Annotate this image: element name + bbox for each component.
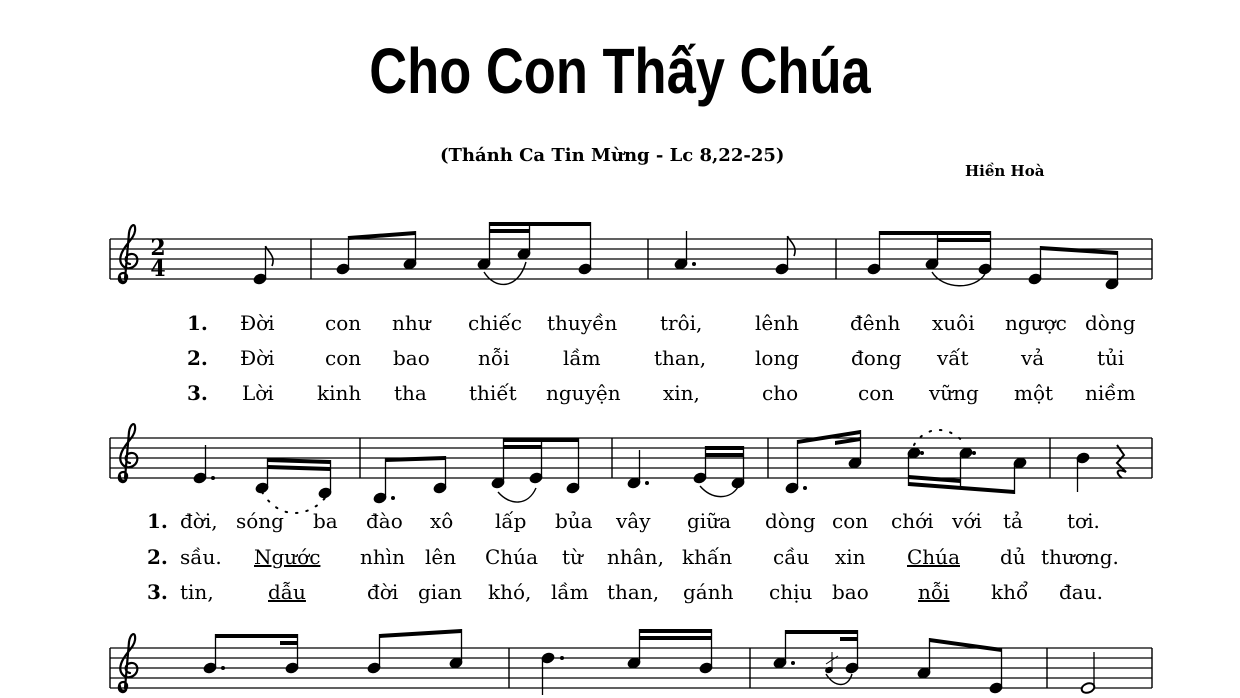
- verse-1-number: 1.: [187, 311, 208, 335]
- lyric-word: đênh: [850, 311, 901, 335]
- lyric-word: Chúa: [485, 545, 538, 569]
- staff-lines: [110, 648, 1152, 688]
- lyric-word: lầm: [563, 346, 601, 370]
- lyric-word: chiếc: [468, 311, 522, 335]
- notes-system-3: [203, 629, 1096, 695]
- notes-system-2: [193, 430, 1126, 513]
- lyric-word: thiết: [469, 381, 517, 405]
- lyric-word: bao: [832, 580, 869, 604]
- lyric-word: gian: [418, 580, 463, 604]
- lyric-word: bủa: [555, 509, 593, 533]
- staff-lines: [110, 438, 1152, 478]
- lyric-word: tủi: [1097, 346, 1125, 370]
- lyric-word: tin,: [180, 580, 214, 604]
- lyric-word: đời,: [180, 509, 218, 533]
- lyric-word: niềm: [1085, 381, 1136, 405]
- lyric-word: con: [325, 311, 362, 335]
- lyric-word: dòng: [765, 509, 816, 533]
- lyric-word: ngược: [1005, 311, 1067, 335]
- lyric-word: Đời: [240, 346, 275, 370]
- lyric-word: dòng: [1085, 311, 1136, 335]
- lyric-word: xin: [835, 545, 866, 569]
- staff-system-1: [110, 222, 1152, 290]
- composer-name: Hiền Hoà: [965, 162, 1045, 180]
- time-signature-bottom: 4: [150, 256, 166, 282]
- treble-clef-icon: [119, 424, 137, 482]
- staff-system-3: [110, 629, 1152, 695]
- lyric-word: vả: [1021, 346, 1045, 370]
- staff-lines: [110, 239, 1152, 279]
- lyric-word: nguyện: [546, 381, 621, 405]
- verse-2-number: 2.: [147, 545, 168, 569]
- lyric-word: dẫu: [268, 580, 306, 604]
- lyric-word: Đời: [240, 311, 275, 335]
- lyric-word: chịu: [769, 580, 813, 604]
- lyric-word: chới: [891, 509, 934, 533]
- lyric-word: nỗi: [918, 580, 950, 604]
- lyric-word: với: [952, 509, 982, 533]
- song-title: Cho Con Thấy Chúa: [369, 35, 871, 107]
- lyric-word: con: [325, 346, 362, 370]
- lyric-word: đời: [367, 580, 399, 604]
- lyric-word: vây: [616, 509, 651, 533]
- lyric-word: Chúa: [907, 545, 960, 569]
- notes-system-1: [253, 222, 1119, 290]
- lyric-word: đào: [366, 509, 403, 533]
- lyric-word: tha: [394, 381, 427, 405]
- lyric-word: tả: [1003, 509, 1023, 533]
- lyric-word: khổ: [991, 580, 1029, 604]
- lyric-word: lầm: [551, 580, 589, 604]
- lyric-word: xuôi: [932, 311, 975, 335]
- lyric-word: đong: [851, 346, 902, 370]
- lyric-word: gánh: [683, 580, 734, 604]
- lyric-word: thuyền: [547, 311, 618, 335]
- lyric-word: một: [1014, 381, 1054, 405]
- lyric-word: xô: [430, 509, 454, 533]
- staff-system-2: [110, 424, 1152, 513]
- lyric-word: con: [832, 509, 869, 533]
- lyric-word: khấn: [682, 545, 733, 569]
- lyric-word: Ngước: [254, 545, 321, 569]
- song-subtitle: (Thánh Ca Tin Mừng - Lc 8,22-25): [440, 145, 785, 166]
- lyric-word: bao: [393, 346, 430, 370]
- lyric-word: giữa: [687, 509, 732, 533]
- lyric-word: Lời: [242, 381, 274, 405]
- lyric-word: trôi,: [660, 311, 703, 335]
- lyric-word: sầu.: [180, 545, 222, 569]
- time-signature-top: 2: [150, 235, 166, 261]
- treble-clef-icon: [119, 225, 137, 283]
- lyric-word: sóng: [236, 509, 284, 533]
- lyric-word: than,: [607, 580, 660, 604]
- verse-2-number: 2.: [187, 346, 208, 370]
- lyric-word: nỗi: [478, 346, 510, 370]
- lyric-word: khó,: [488, 580, 532, 604]
- lyric-word: vững: [929, 381, 979, 405]
- verse-1-number: 1.: [147, 509, 168, 533]
- lyric-word: lấp: [495, 509, 527, 533]
- lyric-word: dủ: [1000, 545, 1026, 569]
- lyric-word: lên: [425, 545, 457, 569]
- lyric-word: cầu: [773, 545, 810, 569]
- verse-3-number: 3.: [147, 580, 168, 604]
- lyric-word: cho: [762, 381, 799, 405]
- lyric-word: vất: [937, 346, 969, 370]
- lyric-word: nhìn: [360, 545, 406, 569]
- lyric-word: long: [755, 346, 800, 370]
- lyric-word: lênh: [755, 311, 799, 335]
- lyric-word: nhân,: [607, 545, 664, 569]
- lyric-word: kinh: [317, 381, 362, 405]
- lyric-word: xin,: [663, 381, 700, 405]
- lyric-word: con: [858, 381, 895, 405]
- lyric-word: tơi.: [1067, 509, 1100, 533]
- verse-3-number: 3.: [187, 381, 208, 405]
- lyric-word: than,: [654, 346, 707, 370]
- lyric-word: từ: [562, 545, 583, 569]
- lyric-word: đau.: [1059, 580, 1103, 604]
- lyric-word: thương.: [1041, 545, 1119, 569]
- lyric-word: như: [392, 311, 431, 335]
- treble-clef-icon: [119, 634, 137, 692]
- lyric-word: ba: [313, 509, 338, 533]
